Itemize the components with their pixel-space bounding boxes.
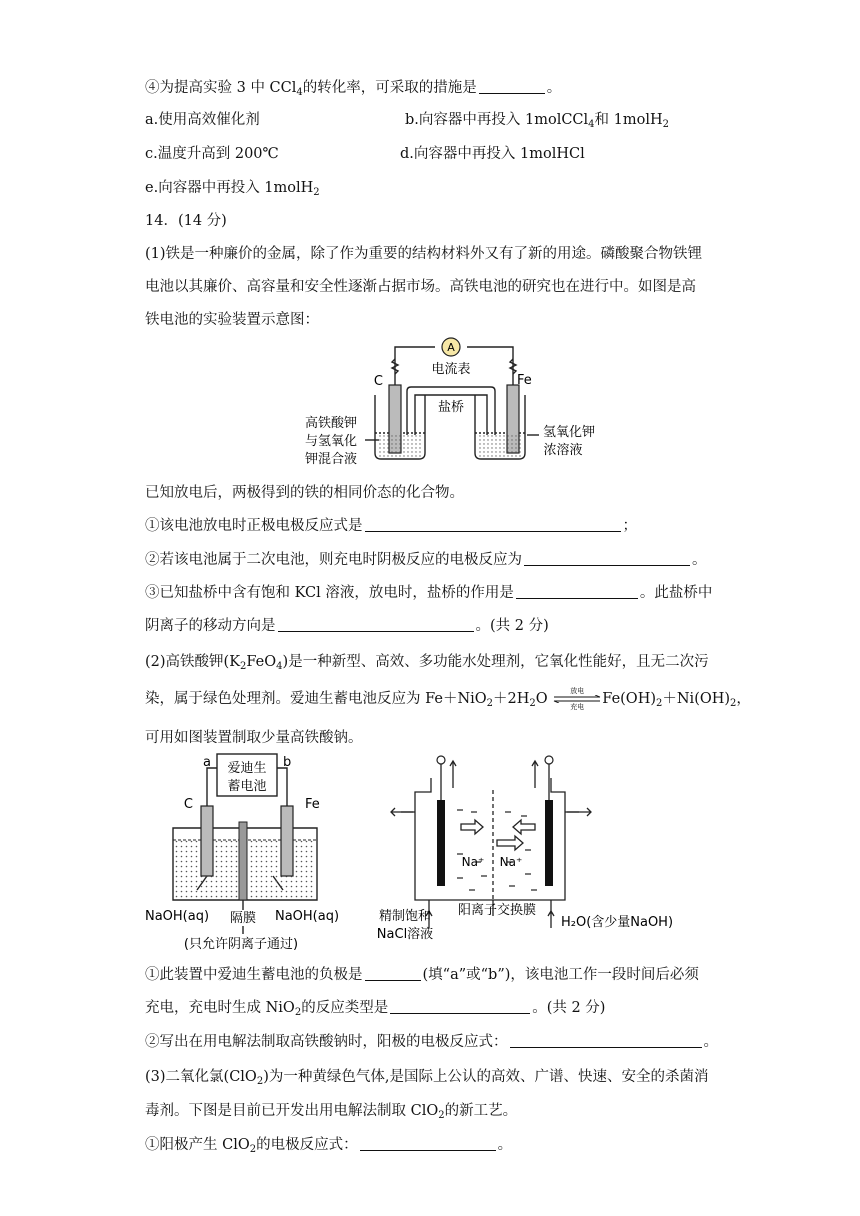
paragraph-1-line-3: 铁电池的实验装置示意图： [145,312,319,328]
svg-text:Fe: Fe [305,797,320,812]
paragraph-1-line-2: 电池以其廉价、高容量和安全性逐渐占据市场。高铁电池的研究也在进行中。如图是高 [145,279,696,295]
svg-text:NaCl溶液: NaCl溶液 [376,927,434,942]
answer-blank[interactable] [479,79,545,94]
paragraph-3-line-2: 毒剂。下图是目前已开发出用电解法制取 ClO$_2$的新工艺。 [145,1103,518,1121]
svg-text:Fe: Fe [517,373,532,388]
svg-text:b: b [283,755,292,770]
answer-blank[interactable] [390,999,530,1014]
paragraph-2-line-2: 染，属于绿色处理剂。爱迪生蓄电池反应为 $Fe+NiO_2+2H_2O$ 放电 充电 $Fe(OH)_2+Ni(OH)_2$， [145,687,751,711]
svg-text:A: A [447,341,455,354]
svg-text:C: C [183,797,193,812]
sub-question-3: ③已知盐桥中含有饱和 KCl 溶液，放电时，盐桥的作用是 。此盐桥中 [145,585,713,601]
svg-text:高铁酸钾: 高铁酸钾 [304,416,358,431]
cathode-terminal-icon [545,756,553,764]
answer-blank[interactable] [524,551,690,566]
known-statement: 已知放电后，两极得到的铁的相同价态的化合物。 [145,485,464,501]
high-iron-battery-diagram [295,335,615,475]
svg-text:阳离子交换膜: 阳离子交换膜 [457,903,537,918]
option-d: d.向容器中再投入 1molHCl [400,146,585,162]
svg-text:H₂O(含少量NaOH): H₂O(含少量NaOH) [560,915,674,930]
carbon-electrode [201,806,213,876]
svg-text:与氢氧化: 与氢氧化 [304,434,358,449]
iron-electrode [281,806,293,876]
svg-text:(只允许阴离子通过): (只允许阴离子通过) [183,937,299,952]
sub-question-2-1-continued: 充电，充电时生成 NiO$_2$的反应类型是 。(共 2 分) [145,1000,606,1018]
paragraph-3-line-1: (3)二氧化氯(ClO$_2$)为一种黄绿色气体,是国际上公认的高效、广谱、快速、安全的杀菌消 [145,1069,709,1087]
membrane [239,822,247,900]
cathode-plate [545,800,553,886]
svg-text:NaOH(aq): NaOH(aq) [274,909,340,924]
question-14-header: 14．(14 分) [145,213,227,229]
sub-question-1: ①该电池放电时正极电极反应式是 ； [145,518,637,534]
sub-question-3-1: ①阳极产生 ClO$_2$的电极反应式： 。 [145,1137,513,1155]
cation-exchange-membrane-cell-diagram [365,750,685,950]
paragraph-2-line-3: 可用如图装置制取少量高铁酸钠。 [145,730,363,746]
svg-text:C: C [373,374,383,389]
svg-text:Na⁺: Na⁺ [499,855,523,869]
svg-text:Na⁺: Na⁺ [461,855,485,869]
q4-question: ④为提高实验 3 中 CCl$_4$的转化率，可采取的措施是 。 [145,80,562,98]
reversible-arrow: 放电 充电 [552,690,602,706]
option-b: b.向容器中再投入 1molCCl$_4$和 1molH$_2$ [405,112,670,130]
answer-blank[interactable] [510,1033,702,1048]
svg-text:浓溶液: 浓溶液 [543,443,583,458]
sub-question-2: ②若该电池属于二次电池，则充电时阴极反应的电极反应为 。 [145,552,707,568]
option-e: e.向容器中再投入 1molH$_2$ [145,180,320,198]
svg-text:NaOH(aq): NaOH(aq) [145,909,210,924]
svg-text:钾混合液: 钾混合液 [304,452,358,467]
anode-terminal-icon [437,756,445,764]
svg-text:a: a [203,755,211,770]
option-a: a.使用高效催化剂 [145,112,260,128]
svg-text:盐桥: 盐桥 [437,400,465,415]
sub-question-2-2: ②写出在用电解法制取高铁酸钠时，阳极的电极反应式： 。 [145,1034,718,1050]
paragraph-1-line-1: (1)铁是一种廉价的金属，除了作为重要的结构材料外又有了新的用途。磷酸聚合物铁锂 [145,246,703,262]
paragraph-2-line-1: (2)高铁酸钾$(K_2FeO_4)$是一种新型、高效、多功能水处理剂，它氧化性能好，且无二次污 [145,654,709,672]
svg-text:隔膜: 隔膜 [229,911,257,926]
answer-blank[interactable] [278,617,474,632]
option-c: c.温度升高到 200℃ [145,146,279,162]
answer-blank[interactable] [516,584,638,599]
edison-battery-cell-diagram [145,750,355,955]
svg-text:氢氧化钾: 氢氧化钾 [542,425,596,440]
answer-blank[interactable] [365,517,621,532]
svg-text:蓄电池: 蓄电池 [227,779,267,794]
anode-plate [437,800,445,886]
sub-question-2-1: ①此装置中爱迪生蓄电池的负极是 (填“a”或“b”)，该电池工作一段时间后必须 [145,967,699,983]
sub-question-3-continued: 阴离子的移动方向是 。(共 2 分) [145,618,549,634]
svg-text:电流表: 电流表 [431,362,471,377]
answer-blank[interactable] [360,1136,496,1151]
svg-text:爱迪生: 爱迪生 [227,761,267,776]
answer-blank[interactable] [365,966,421,981]
svg-text:精制饱和: 精制饱和 [378,909,432,924]
